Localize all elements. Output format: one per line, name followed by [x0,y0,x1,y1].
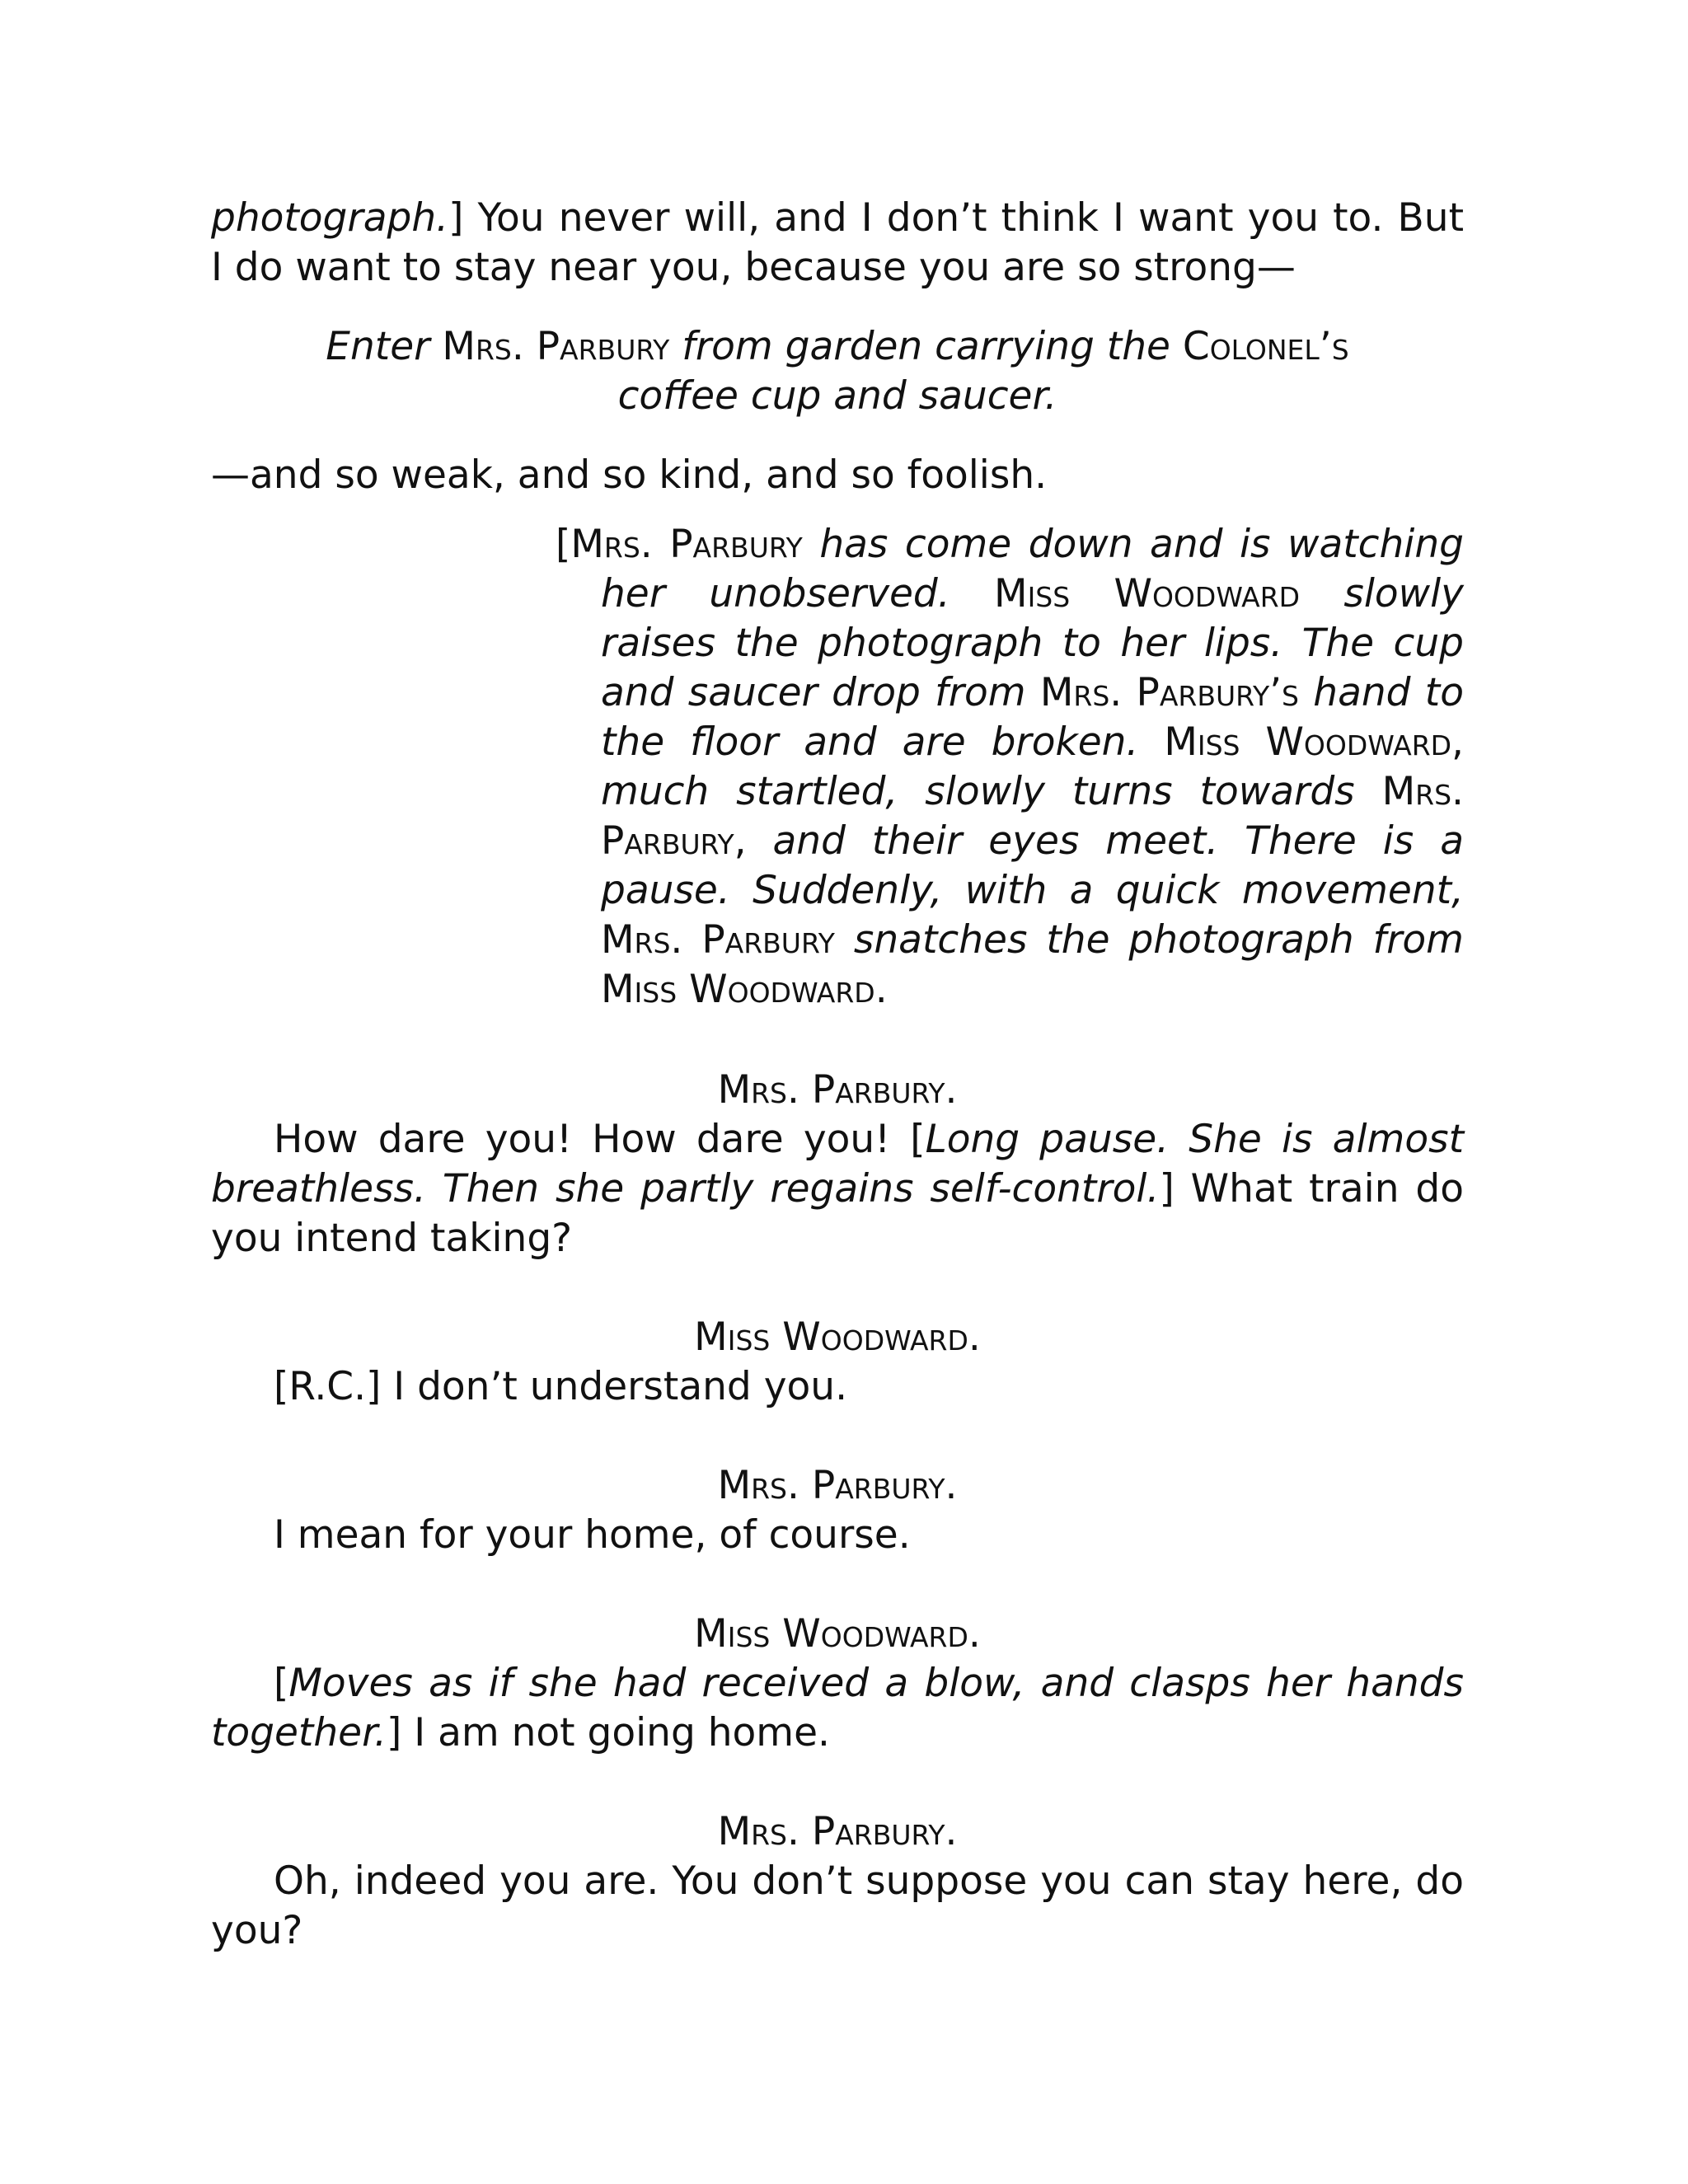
speech: I mean for your home, of course. [274,1512,911,1558]
character-name: Mrs. Parbury [601,769,1464,864]
speech: [R.C.] I don’t understand you. [274,1364,848,1409]
speaker-name: Mrs. Parbury. [717,1463,958,1508]
speech [211,1659,1464,1758]
character-name: Mrs. Parbury [570,522,803,567]
speech-text: [ [274,1661,289,1706]
speech-text: How dare you! How dare you! [ [274,1117,926,1162]
speaker-name: Miss Woodward. [694,1315,981,1360]
stage-direction-block [556,520,1464,1015]
speaker-name: Miss Woodward. [694,1611,981,1657]
direction-text: hand to the floor and are broken. [601,670,1464,765]
character-name: Colonel’s [1182,324,1349,369]
speaker-name: Mrs. Parbury. [717,1067,958,1113]
punctuation: , [1451,719,1464,765]
speech-text: ] I am not going home. [387,1710,830,1755]
play-page [211,194,1464,1956]
punctuation: . [874,967,888,1012]
stage-direction: Moves as if she had received a blow, and clasps her hands together. [211,1661,1464,1755]
entrance-direction [211,322,1464,421]
character-name: Miss Woodward [1164,719,1452,765]
direction-text: and their eyes meet. There is a pause. Suddenly, with a quick movement, [601,818,1464,913]
direction-text: coffee cup and saucer. [617,373,1057,419]
punctuation: , [734,818,747,864]
speech-continued [211,194,1464,293]
stage-direction: photograph. [211,195,449,241]
speech [211,1115,1464,1263]
speech-text: ] What train do you intend taking? [211,1166,1464,1261]
speech-text: ] You never will, and I don’t think I want you to. But I do want to stay near you, because you are so strong— [211,195,1464,290]
character-name: Miss Woodward [601,967,875,1012]
character-name: Mrs. Parbury’s [1039,670,1300,715]
bracket: [ [556,522,571,567]
character-name: Miss Woodward [994,571,1301,616]
speaker-name: Mrs. Parbury. [717,1809,958,1854]
character-name: Mrs. Parbury [442,324,670,369]
direction-text: has come down and is watching her unobserved. [601,522,1464,616]
stage-direction: Long pause. She is almost breathless. Then she partly regains self-control. [211,1117,1464,1212]
direction-text: much startled, slowly turns towards [601,769,1355,814]
direction-text: snatches the photograph from [853,917,1464,963]
speech: Oh, indeed you are. You don’t suppose you can stay here, do you? [211,1858,1464,1953]
direction-text: from garden carrying the [682,324,1170,369]
direction-text: slowly raises the photograph to her lips. The cup and saucer drop from [601,571,1464,715]
direction-text: Enter [326,324,430,369]
speech-continuation: —and so weak, and so kind, and so foolish. [211,452,1048,498]
character-name: Mrs. Parbury [601,917,835,963]
